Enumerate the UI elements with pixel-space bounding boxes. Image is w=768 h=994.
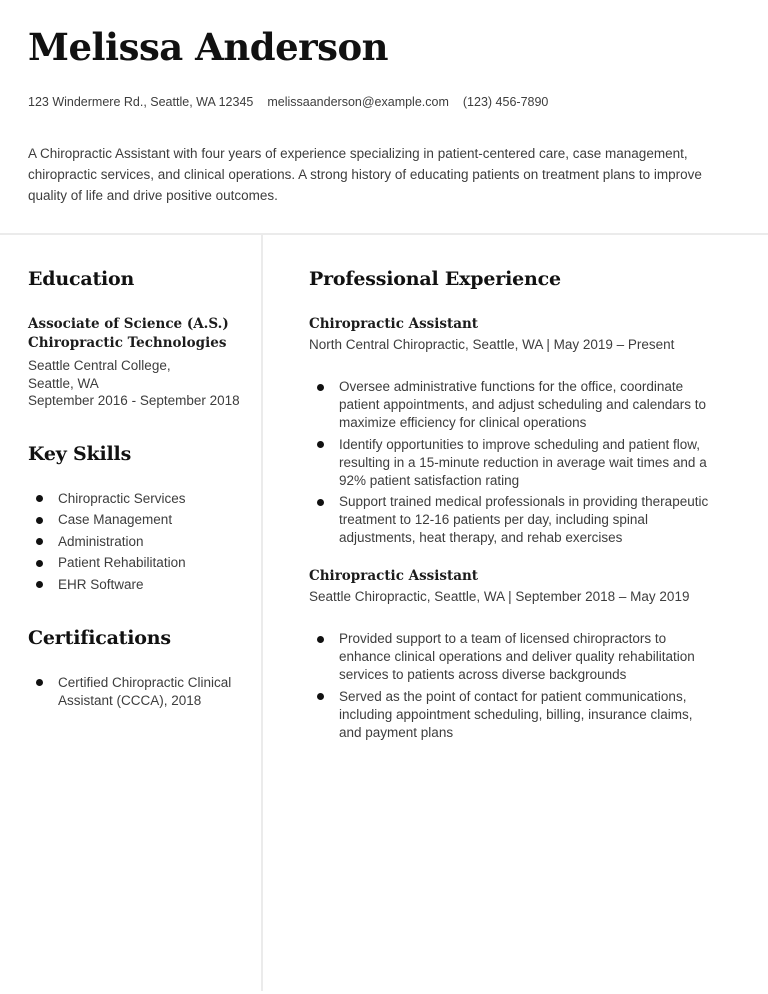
job-bullet: [309, 630, 709, 684]
skill-label: Chiropractic Services: [58, 490, 186, 506]
job-bullet-list: [309, 630, 748, 742]
skill-item: [28, 533, 233, 551]
contact-phone: (123) 456-7890: [462, 95, 549, 109]
job-bullet-text: Served as the point of contact for patient communications, including appointment scheduling, billing, insurance claims, and payment plans: [339, 688, 693, 740]
bullet-icon: [36, 679, 43, 686]
bullet-icon: [36, 560, 43, 567]
job-bullet: [309, 378, 709, 432]
bullet-icon: [36, 495, 43, 502]
certification-item: [28, 674, 233, 710]
job-bullet: [309, 436, 709, 490]
job-bullet-list: [309, 378, 748, 547]
skill-item: [28, 576, 233, 594]
certifications-list: [28, 674, 247, 710]
education-location: Seattle, WA: [28, 375, 99, 391]
right-column: [263, 235, 768, 991]
bullet-icon: [36, 538, 43, 545]
skill-label: Administration: [58, 533, 144, 549]
education-dates: September 2016 - September 2018: [28, 393, 240, 408]
education-degree: Associate of Science (A.S.) Chiropractic Technologies: [28, 316, 229, 351]
bullet-icon: [317, 441, 324, 448]
bullet-icon: [36, 517, 43, 524]
resume-header: [0, 0, 768, 206]
job-bullet-text: Identify opportunities to improve scheduling and patient flow, resulting in a 15-minute reduction in average wait times and a 92% patient satisfaction rating: [339, 436, 707, 488]
skill-item: [28, 490, 233, 508]
education-school: Seattle Central College,: [28, 358, 171, 373]
skill-label: Case Management: [58, 512, 173, 527]
job-meta: Seattle Chiropractic, Seattle, WA | September 2018 – May 2019: [309, 589, 690, 604]
skill-label: Patient Rehabilitation: [58, 555, 186, 570]
experience-heading: Professional Experience: [309, 268, 561, 290]
bullet-icon: [317, 499, 324, 506]
job-bullet-text: Provided support to a team of licensed chiropractors to enhance clinical operations and deliver quality rehabilitation services to patients across diverse backgrounds: [339, 631, 695, 682]
job-title: Chiropractic Assistant: [309, 568, 479, 584]
contact-email: melissaanderson@example.com: [267, 95, 449, 109]
key-skills-list: [28, 490, 247, 594]
professional-summary: A Chiropractic Assistant with four years of experience specializing in patient-centered care, case management, chiropractic services, and clinical operations. A strong history of educating patients on treatment plans to improve quality of life and drive positive outcomes.: [28, 146, 702, 203]
skill-label: EHR Software: [58, 576, 144, 592]
contact-row: [28, 94, 740, 110]
job-meta: North Central Chiropractic, Seattle, WA | May 2019 – Present: [309, 337, 675, 352]
job-bullet-text: Oversee administrative functions for the office, coordinate patient appointments, and adjust scheduling and calendars to maximize efficiency for clinical operations: [339, 379, 707, 430]
job-entry: [309, 315, 748, 547]
job-title: Chiropractic Assistant: [309, 316, 479, 332]
bullet-icon: [317, 693, 324, 700]
education-details: [28, 357, 247, 410]
left-column: [0, 235, 263, 991]
candidate-name: Melissa Anderson: [28, 25, 389, 69]
job-bullet-text: Support trained medical professionals in providing therapeutic treatment to 12-16 patients per day, including spinal adjustments, heat therapy, and rehab exercises: [339, 494, 709, 545]
certifications-heading: Certifications: [28, 626, 171, 649]
skill-item: [28, 511, 233, 529]
bullet-icon: [36, 581, 43, 588]
bullet-icon: [317, 636, 324, 643]
education-heading: Education: [28, 268, 135, 290]
certification-label: Certified Chiropractic Clinical Assistant (CCCA), 2018: [58, 674, 232, 708]
key-skills-heading: Key Skills: [28, 442, 132, 465]
contact-address: 123 Windermere Rd., Seattle, WA 12345: [28, 95, 254, 109]
bullet-icon: [317, 384, 324, 391]
job-entry: [309, 567, 748, 742]
job-bullet: [309, 493, 709, 547]
job-bullet: [309, 688, 709, 742]
skill-item: [28, 554, 233, 572]
resume-body: [0, 235, 768, 991]
